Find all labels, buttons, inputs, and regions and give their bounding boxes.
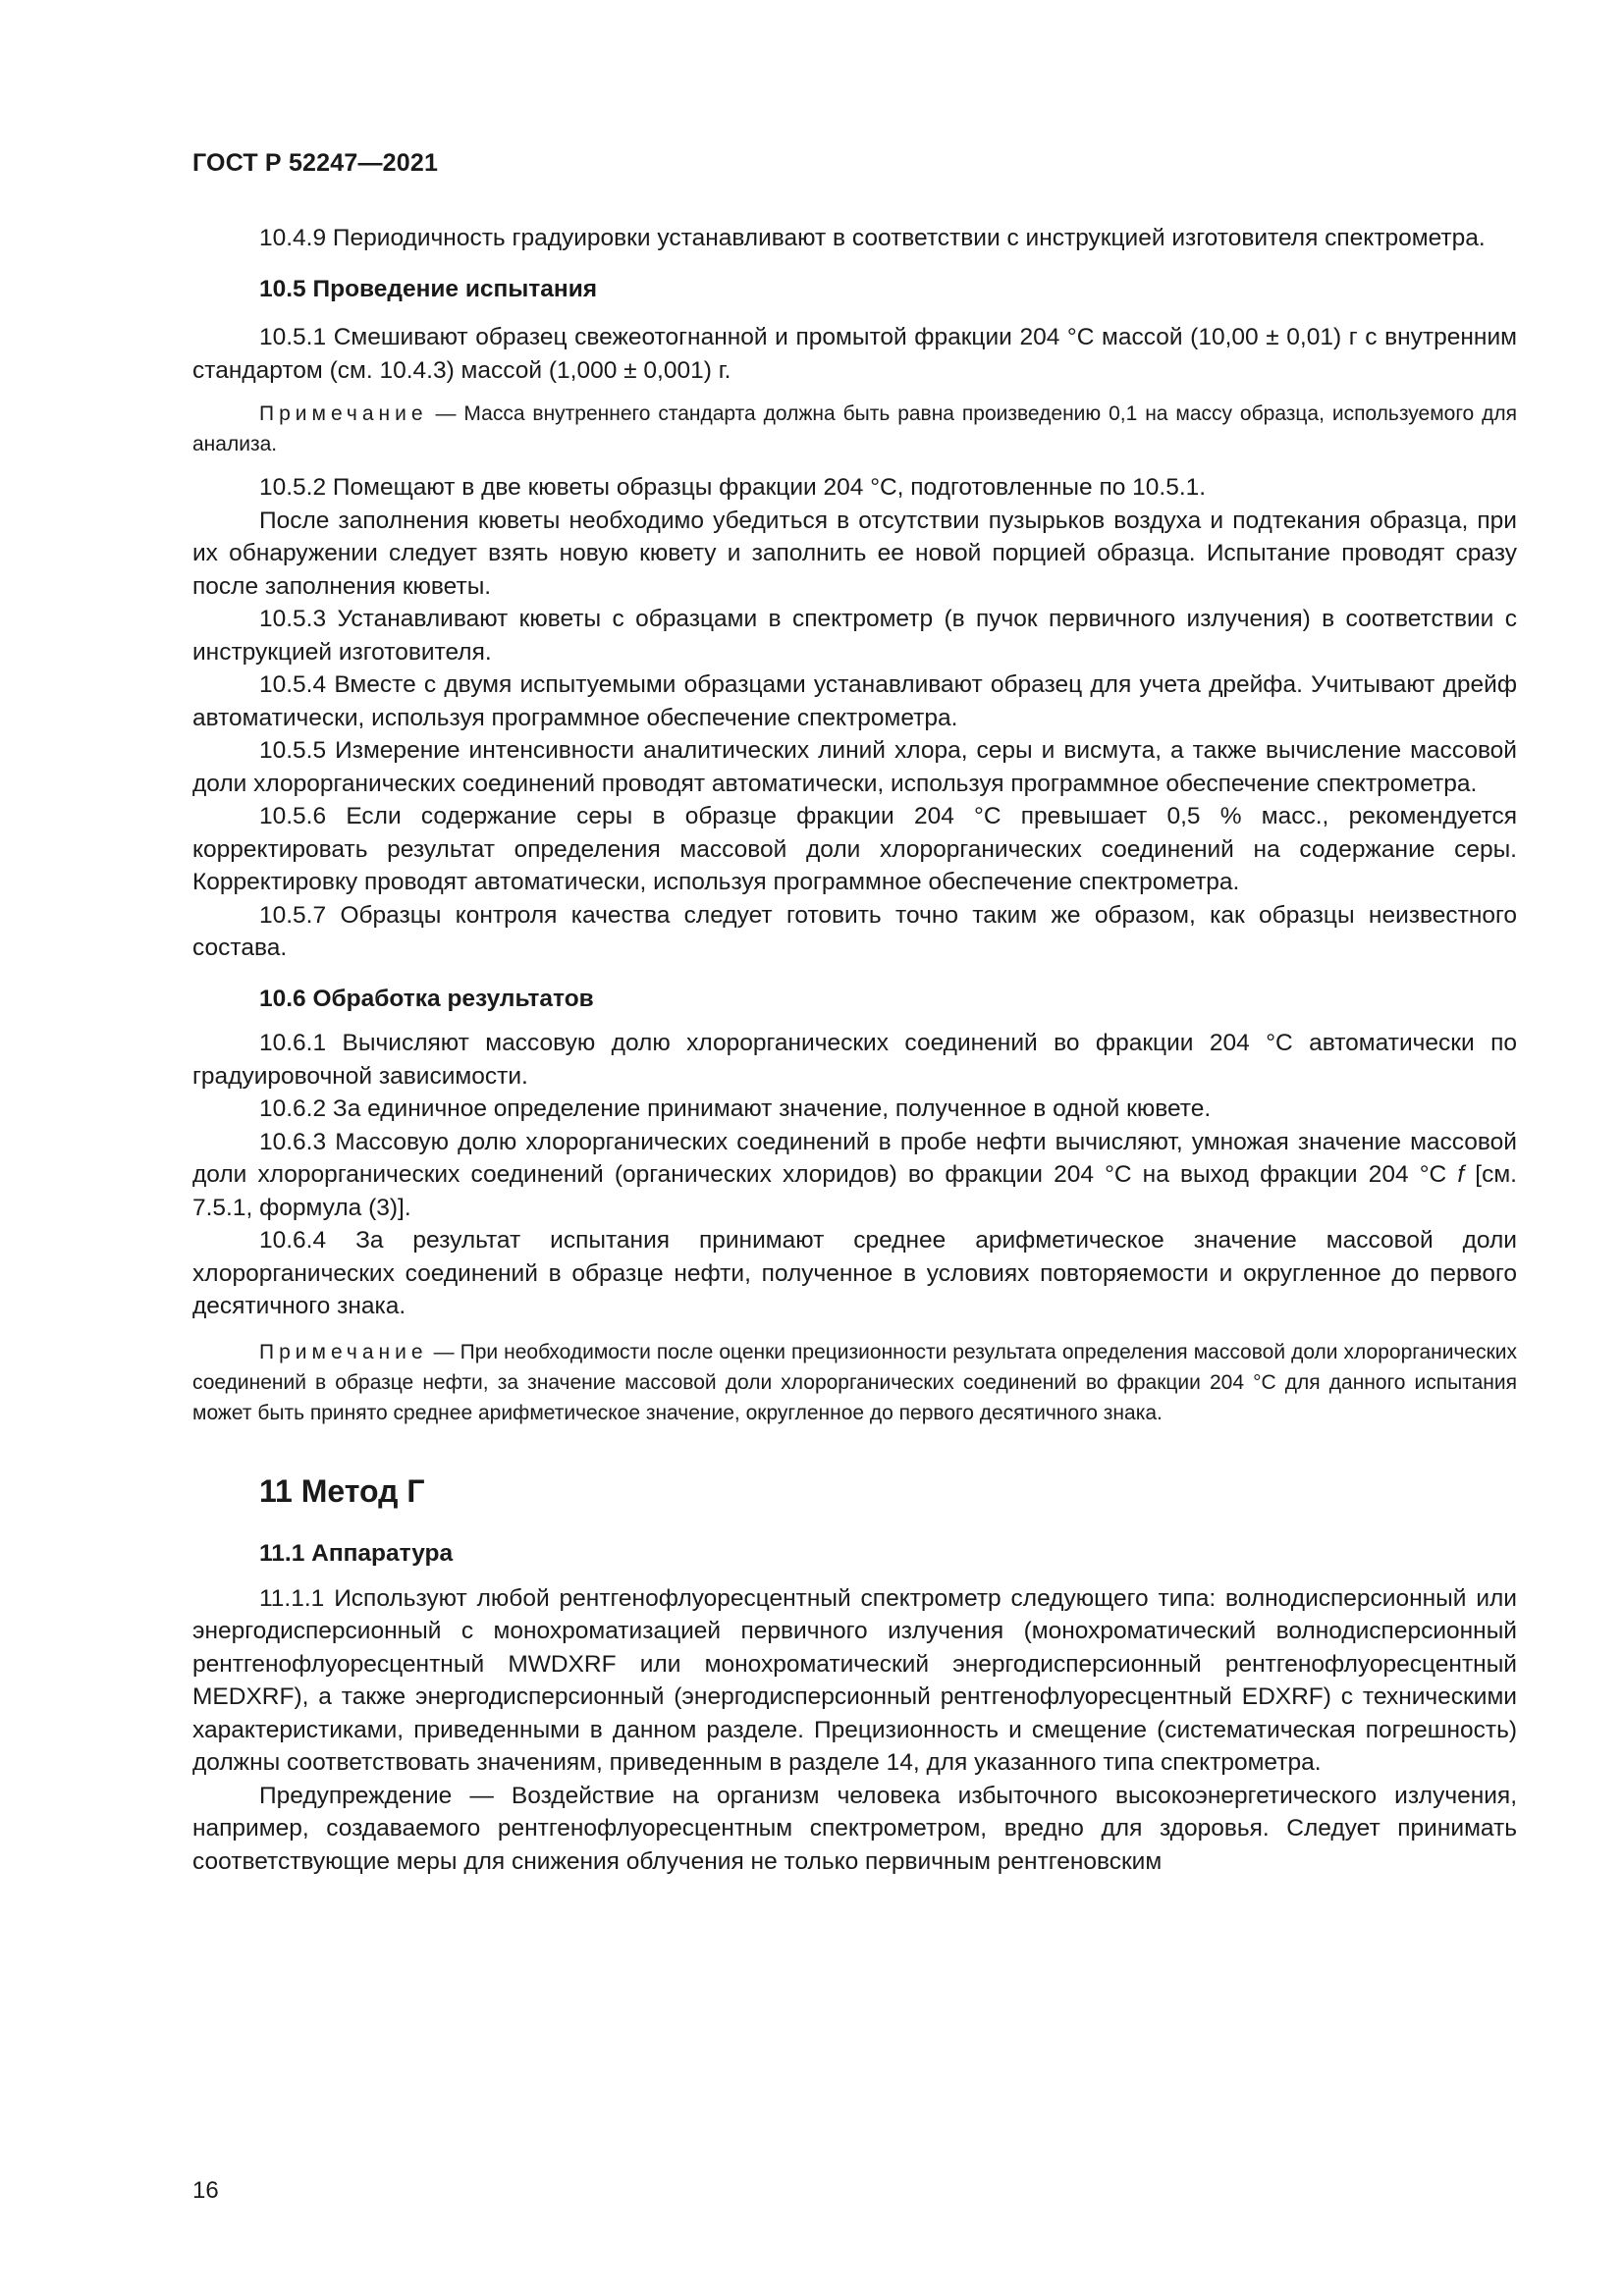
paragraph-10-5-2-continued: После заполнения кюветы необходимо убедиться в отсутствии пузырьков воздуха и подтекания образца, при их обнаружении следует взять новую кювету и заполнить ее новой порцией образца. Испытание проводят сразу после заполнения кюветы. (192, 507, 1517, 600)
note-text: — При необходимости после оценки прецизионности результата определения массовой доли хлорорганических соединений в образце нефти, за значение массовой доли хлорорганических соединений во фракции 204 °С для данного испытания может быть принято среднее арифметическое значение, округленное до первого десятичного знака. (192, 1340, 1517, 1424)
variable-f: f (1457, 1161, 1465, 1188)
paragraph-10-5-1: 10.5.1 Смешивают образец свежеотогнанной и промытой фракции 204 °С массой (10,00 ± 0,01) г с внутренним стандартом (см. 10.4.3) массой (1,000 ± 0,001) г. (192, 324, 1517, 384)
paragraph-10-6-1: 10.6.1 Вычисляют массовую долю хлорорганических соединений во фракции 204 °С автоматически по градуировочной зависимости. (192, 1030, 1517, 1090)
section-heading-10-6: 10.6 Обработка результатов (259, 985, 594, 1012)
section-heading-10-5: 10.5 Проведение испытания (259, 275, 598, 302)
note-1 (192, 399, 1517, 459)
note-2 (192, 1337, 1517, 1428)
document-body (192, 222, 1517, 1878)
paragraph-10-6-2: 10.6.2 За единичное определение принимают значение, полученное в одной кювете. (259, 1095, 1212, 1122)
section-heading-11-1: 11.1 Аппаратура (259, 1540, 454, 1567)
paragraph-10-5-6: 10.5.6 Если содержание серы в образце фракции 204 °С превышает 0,5 % масс., рекомендуется корректировать результат определения массовой доли хлорорганических соединений на содержание серы. Корректировку проводят автоматически, используя программное обеспечение спектрометра. (192, 803, 1517, 895)
paragraph-10-5-4: 10.5.4 Вместе с двумя испытуемыми образцами устанавливают образец для учета дрейфа. Учитывают дрейф автоматически, используя программное обеспечение спектрометра. (192, 671, 1517, 731)
paragraph-10-6-4: 10.6.4 За результат испытания принимают среднее арифметическое значение массовой доли хлорорганических соединений в образце нефти, полученное в условиях повторяемости и округленное до первого десятичного знака. (192, 1227, 1517, 1319)
paragraph-10-6-3 (192, 1126, 1517, 1225)
paragraph-10-6-3-text: 10.6.3 Массовую долю хлорорганических соединений в пробе нефти вычисляют, умножая значение массовой доли хлорорганических соединений (органических хлоридов) во фракции 204 °С на выход фракции 204 °С (192, 1128, 1517, 1188)
paragraph-10-4-9: 10.4.9 Периодичность градуировки устанавливают в соответствии с инструкцией изготовителя спектрометра. (259, 225, 1486, 251)
note-label: Примечание (259, 1340, 428, 1363)
paragraph-11-1-1: 11.1.1 Используют любой рентгенофлуоресцентный спектрометр следующего типа: волнодисперсионный или энергодисперсионный с монохроматизацией первичного излучения (монохроматический волнодисперсионный рентгенофлуоресцентный MWDXRF или монохроматический энергодисперсионный рентгенофлуоресцентный MEDXRF), а также энергодисперсионный (энергодисперсионный рентгенофлуоресцентный EDXRF) с техническими характеристиками, приведенными в данном разделе. Прецизионность и смещение (систематическая погрешность) должны соответствовать значениям, приведенным в разделе 14, для указанного типа спектрометра. (192, 1584, 1517, 1776)
page-number: 16 (192, 2177, 219, 2204)
paragraph-10-5-7: 10.5.7 Образцы контроля качества следует готовить точно таким же образом, как образцы неизвестного состава. (192, 901, 1517, 961)
note-label: Примечание (259, 402, 428, 425)
document-header: ГОСТ Р 52247—2021 (192, 149, 439, 177)
paragraph-10-5-5: 10.5.5 Измерение интенсивности аналитических линий хлора, серы и висмута, а также вычисление массовой доли хлорорганических соединений проводят автоматически, используя программное обеспечение спектрометра. (192, 737, 1517, 797)
note-text: — Масса внутреннего стандарта должна быть равна произведению 0,1 на массу образца, используемого для анализа. (192, 402, 1517, 455)
paragraph-10-5-3: 10.5.3 Устанавливают кюветы с образцами в спектрометр (в пучок первичного излучения) в соответствии с инструкцией изготовителя. (192, 606, 1517, 666)
section-heading-11: 11 Метод Г (259, 1472, 425, 1509)
paragraph-10-5-2: 10.5.2 Помещают в две кюветы образцы фракции 204 °С, подготовленные по 10.5.1. (259, 474, 1207, 501)
paragraph-warning: Предупреждение — Воздействие на организм человека избыточного высокоэнергетического излучения, например, создаваемого рентгенофлуоресцентным спектрометром, вредно для здоровья. Следует принимать соответствующие меры для снижения облучения не только первичным рентгеновским (192, 1782, 1517, 1875)
paragraph-10-6-3-ref: [см. 7.5.1, формула (3)]. (192, 1161, 1517, 1221)
